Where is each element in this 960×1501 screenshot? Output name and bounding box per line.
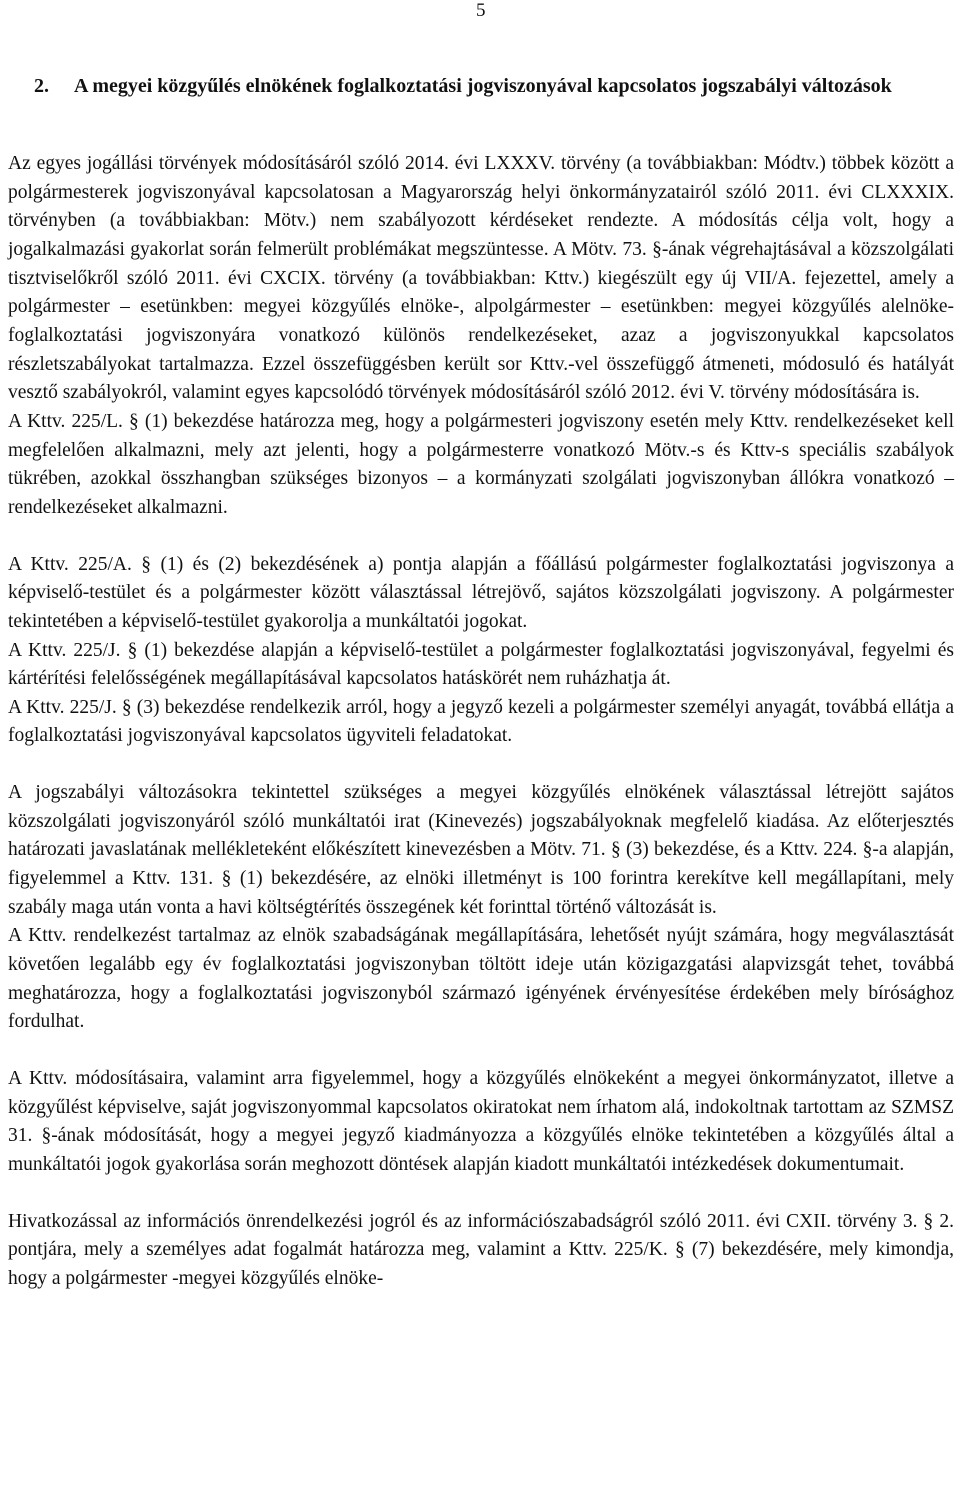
- paragraph-kinevezes: A jogszabályi változásokra tekintettel szükséges a megyei közgyűlés elnökének választással létrejött sajátos közszolgálati jogviszonyáról szóló munkáltatói irat (Kinevezés) jogszabályoknak megfelelő kiadása. Az előterjesztés határozati javaslatának mellékleteként előkészített kinevezésben a Mötv. 71. § (3) bekezdése, és a Kttv. 224. §-a alapján, figyelemmel a Kttv. 131. § (1) bekezdésére, az elnöki illetményt is 100 forintra kerekítve kell megállapítani, mely szabály maga után vonta a havi költségtérítés összegének két forinttal történő változását is.: [8, 782, 954, 918]
- paragraph-infotv: Hivatkozással az információs önrendelkezési jogról és az információszabadságról szóló 2011. évi CXII. törvény 3. § 2. pontjára, mely a személyes adat fogalmát határozza meg, valamint a Kttv. 225/K. § (7) bekezdésére, mely kimondja, hogy a polgármester -megyei közgyűlés elnöke-: [8, 1210, 954, 1289]
- section-heading: [8, 72, 952, 100]
- paragraph-spacer: [8, 751, 954, 779]
- paragraph-kttv-225a: A Kttv. 225/A. § (1) és (2) bekezdésének a) pontja alapján a főállású polgármester foglalkoztatási jogviszonya a képviselő-testület és a polgármester között választással létrejövő, sajátos közszolgálati jogviszony. A polgármester tekintetében a képviselő-testület gyakorolja a munkáltatói jogokat.: [8, 553, 954, 632]
- paragraph-szmsz: A Kttv. módosításaira, valamint arra figyelemmel, hogy a közgyűlés elnökeként a megyei önkormányzatot, illetve a közgyűlést képviselve, saját jogviszonyommal kapcsolatos okiratokat nem írhatom alá, indokoltnak tartottam az SZMSZ 31. §-ának módosítását, hogy a megyei jegyző kiadmányozza a közgyűlés elnöke tekintetében a közgyűlés által a munkáltatói jogok gyakorlása során meghozott döntések alapján kiadott munkáltatói intézkedések dokumentumait.: [8, 1068, 954, 1175]
- paragraph-spacer: [8, 1037, 954, 1065]
- paragraph-kttv-225l: A Kttv. 225/L. § (1) bekezdése határozza meg, hogy a polgármesteri jogviszony esetén mely Kttv. rendelkezéseket kell megfelelően alkalmazni, mely azt jelenti, hogy a polgármesterre vonatkozó Mötv.-s és Kttv-s speciális szabályok tükrében, azokkal összhangban szükséges bizonyos – a kormányzati szolgálati jogviszonyban állókra vonatkozó – rendelkezéseket alkalmazni.: [8, 410, 954, 518]
- paragraph-modtv: Az egyes jogállási törvények módosításáról szóló 2014. évi LXXXV. törvény (a továbbiakban: Módtv.) többek között a polgármesterek jogviszonyával kapcsolatosan a Magyarország helyi önkormányzatairól szóló 2011. évi CLXXXIX. törvényben (a továbbiakban: Mötv.) nem szabályozott kérdéseket rendezte. A módosítás célja volt, hogy a jogalkalmazási gyakorlat során felmerült problémákat megszüntesse. A Mötv. 73. §-ának végrehajtásával a közszolgálati tisztviselőkről szóló 2011. évi CXCIX. törvény (a továbbiakban: Kttv.) kiegészült egy új VII/A. fejezettel, amely a polgármester – esetünkben: megyei közgyűlés elnöke-, alpolgármester – esetünkben: megyei közgyűlés alelnöke- foglalkoztatási jogviszonyára vonatkozó különös rendelkezéseket, azaz a jogviszonyukkal kapcsolatos részletszabályokat tartalmazza. Ezzel összefüggésben került sor Kttv.-vel összefüggő átmeneti, módosuló és hatályát vesztő szabályokról, valamint egyes kapcsolódó törvények módosításáról szóló 2012. évi V. törvény módosítására is.: [8, 153, 954, 404]
- section-number: 2.: [34, 75, 49, 97]
- paragraph-kttv-225j-3: A Kttv. 225/J. § (3) bekezdése rendelkezik arról, hogy a jegyző kezeli a polgármester személyi anyagát, továbbá ellátja a foglalkoztatási jogviszonyával kapcsolatos ügyviteli feladatokat.: [8, 696, 954, 747]
- body-text: [8, 150, 954, 1294]
- paragraph-spacer: [8, 1180, 954, 1208]
- paragraph-kttv-225j-1: A Kttv. 225/J. § (1) bekezdése alapján a képviselő-testület a polgármester foglalkoztatási jogviszonyával, fegyelmi és kártérítési felelősségének megállapításával kapcsolatos hatáskörét nem ruházhatja át.: [8, 639, 954, 690]
- paragraph-szabadsag: A Kttv. rendelkezést tartalmaz az elnök szabadságának megállapítására, lehetősét nyújt számára, hogy megválasztását követően legalább egy év foglalkoztatási jogviszonyban töltött ideje után közigazgatási alapvizsgát tehet, továbbá meghatározza, hogy a foglalkoztatási jogviszonyból származó igényének érvényesítése érdekében mely bírósághoz fordulhat.: [8, 925, 954, 1033]
- section-title: A megyei közgyűlés elnökének foglalkoztatási jogviszonyával kapcsolatos jogszabályi változások: [74, 75, 892, 97]
- page-number: 5: [476, 0, 486, 21]
- paragraph-spacer: [8, 523, 954, 551]
